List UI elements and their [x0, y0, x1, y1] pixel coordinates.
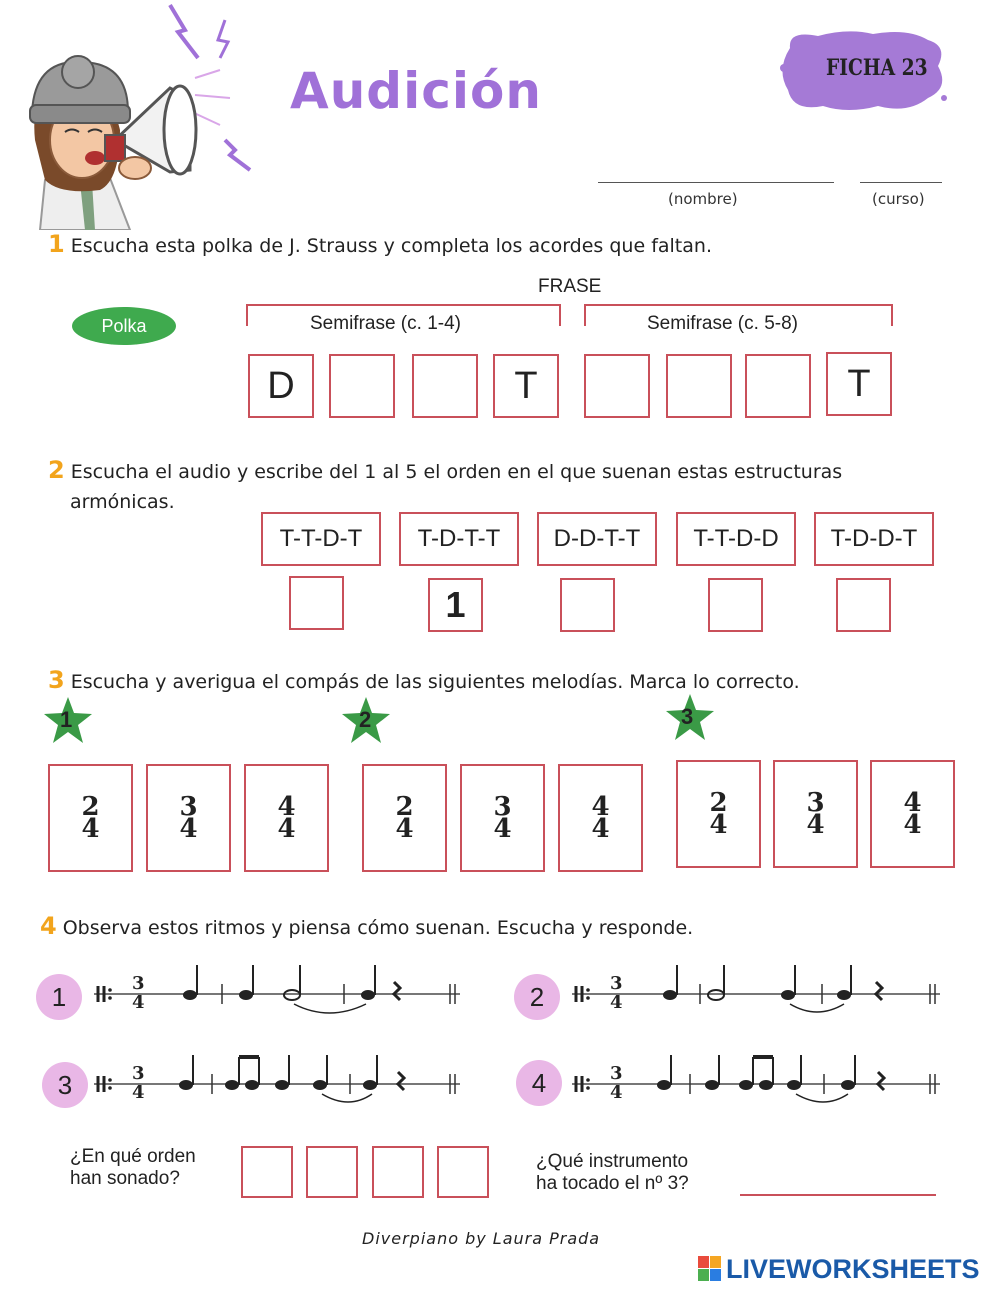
rhythm-3-time-bottom: 4: [132, 1082, 145, 1103]
meter-top: 4: [903, 788, 922, 818]
genre-badge: Polka: [72, 307, 176, 345]
meter-bottom: 4: [591, 814, 610, 844]
order-question: [70, 1146, 196, 1190]
chord-box-6[interactable]: [666, 354, 732, 418]
chord-box-5[interactable]: [584, 354, 650, 418]
chord-box-2[interactable]: [329, 354, 395, 418]
melody-3-label: 3: [681, 704, 694, 729]
melody-3-option-3-4[interactable]: [773, 760, 858, 868]
meter-top: 3: [179, 792, 198, 822]
order-box-2[interactable]: [306, 1146, 358, 1198]
question-4-text: Observa estos ritmos y piensa cómo suenan. Escucha y responde.: [62, 917, 694, 939]
meter-bottom: 4: [81, 814, 100, 844]
melody-2-label: 2: [359, 707, 372, 732]
meter-top: 3: [493, 792, 512, 822]
melody-1-option-4-4[interactable]: [244, 764, 329, 872]
page-title: Audición: [290, 62, 542, 120]
question-4-number: 4: [40, 912, 57, 940]
structure-5: T-D-D-T: [814, 512, 934, 566]
question-3-number: 3: [48, 666, 65, 694]
avatar-illustration: [20, 0, 270, 230]
question-4: [40, 912, 693, 940]
rhythm-1-staff: [94, 960, 464, 1020]
meter-top: 2: [709, 788, 728, 818]
question-1: [48, 230, 712, 258]
rhythm-2-time-bottom: 4: [610, 992, 623, 1013]
meter-top: 3: [806, 788, 825, 818]
order-box-1[interactable]: [241, 1146, 293, 1198]
ficha-badge: FICHA 23: [826, 55, 928, 81]
rhythm-3-badge: 3: [42, 1062, 88, 1108]
brand-name: LIVEWORKSHEETS: [726, 1254, 980, 1284]
order-answer-4[interactable]: [708, 578, 763, 632]
order-answer-5[interactable]: [836, 578, 891, 632]
rhythm-1-time-bottom: 4: [132, 992, 145, 1013]
order-answer-2[interactable]: 1: [428, 578, 483, 632]
semifrase-1-label: Semifrase (c. 1-4): [306, 313, 465, 335]
question-3: [48, 666, 800, 694]
question-2: [48, 455, 948, 517]
structure-2: T-D-T-T: [399, 512, 519, 566]
instrument-question-line1: ¿Qué instrumento: [536, 1151, 689, 1172]
rhythm-2-staff: [572, 960, 944, 1020]
meter-bottom: 4: [709, 810, 728, 840]
order-question-line1: ¿En qué orden: [70, 1146, 196, 1167]
meter-bottom: 4: [806, 810, 825, 840]
instrument-question: [536, 1151, 689, 1195]
instrument-answer-line[interactable]: [740, 1194, 936, 1196]
meter-bottom: 4: [903, 810, 922, 840]
melody-3-option-2-4[interactable]: [676, 760, 761, 868]
rhythm-3-time-top: 3: [132, 1063, 145, 1084]
meter-bottom: 4: [493, 814, 512, 844]
meter-bottom: 4: [395, 814, 414, 844]
rhythm-2-time-top: 3: [610, 973, 623, 994]
chord-box-3[interactable]: [412, 354, 478, 418]
name-line[interactable]: [598, 182, 834, 183]
course-label: (curso): [872, 190, 925, 208]
instrument-question-line2: ha tocado el nº 3?: [536, 1173, 689, 1194]
order-answer-1[interactable]: [289, 576, 344, 630]
frase-label: FRASE: [538, 276, 602, 297]
melody-1-option-2-4[interactable]: [48, 764, 133, 872]
meter-top: 2: [81, 792, 100, 822]
order-box-3[interactable]: [372, 1146, 424, 1198]
name-label: (nombre): [668, 190, 738, 208]
chord-box-4[interactable]: T: [493, 354, 559, 418]
meter-bottom: 4: [277, 814, 296, 844]
melody-2-option-4-4[interactable]: [558, 764, 643, 872]
melody-2-option-3-4[interactable]: [460, 764, 545, 872]
meter-bottom: 4: [179, 814, 198, 844]
rhythm-4-time-top: 3: [610, 1063, 623, 1084]
structure-3: D-D-T-T: [537, 512, 657, 566]
rhythm-4-badge: 4: [516, 1060, 562, 1106]
order-box-4[interactable]: [437, 1146, 489, 1198]
structure-4: T-T-D-D: [676, 512, 796, 566]
question-1-text: Escucha esta polka de J. Strauss y completa los acordes que faltan.: [70, 235, 712, 257]
rhythm-1-badge: 1: [36, 974, 82, 1020]
chord-box-7[interactable]: [745, 354, 811, 418]
rhythm-1-time-top: 3: [132, 973, 145, 994]
chord-box-8[interactable]: T: [826, 352, 892, 416]
question-1-number: 1: [48, 230, 65, 258]
liveworksheets-logo: [698, 1256, 722, 1282]
melody-1-label: 1: [60, 707, 73, 732]
question-3-text: Escucha y averigua el compás de las siguientes melodías. Marca lo correcto.: [70, 671, 800, 693]
meter-top: 4: [591, 792, 610, 822]
rhythm-4-time-bottom: 4: [610, 1082, 623, 1103]
question-2-text-line1: Escucha el audio y escribe del 1 al 5 el orden en el que suenan estas estructuras: [70, 461, 843, 483]
order-answer-3[interactable]: [560, 578, 615, 632]
rhythm-2-badge: 2: [514, 974, 560, 1020]
order-question-line2: han sonado?: [70, 1168, 180, 1189]
course-line[interactable]: [860, 182, 942, 183]
question-2-text-line2: armónicas.: [70, 491, 175, 513]
rhythm-3-staff: [94, 1050, 464, 1110]
credit: Diverpiano by Laura Prada: [362, 1229, 601, 1248]
chord-box-1[interactable]: D: [248, 354, 314, 418]
melody-3-option-4-4[interactable]: [870, 760, 955, 868]
melody-2-option-2-4[interactable]: [362, 764, 447, 872]
rhythm-4-staff: [572, 1050, 944, 1110]
melody-1-option-3-4[interactable]: [146, 764, 231, 872]
meter-top: 2: [395, 792, 414, 822]
structure-1: T-T-D-T: [261, 512, 381, 566]
question-2-number: 2: [48, 456, 65, 484]
semifrase-2-label: Semifrase (c. 5-8): [643, 313, 802, 335]
meter-top: 4: [277, 792, 296, 822]
